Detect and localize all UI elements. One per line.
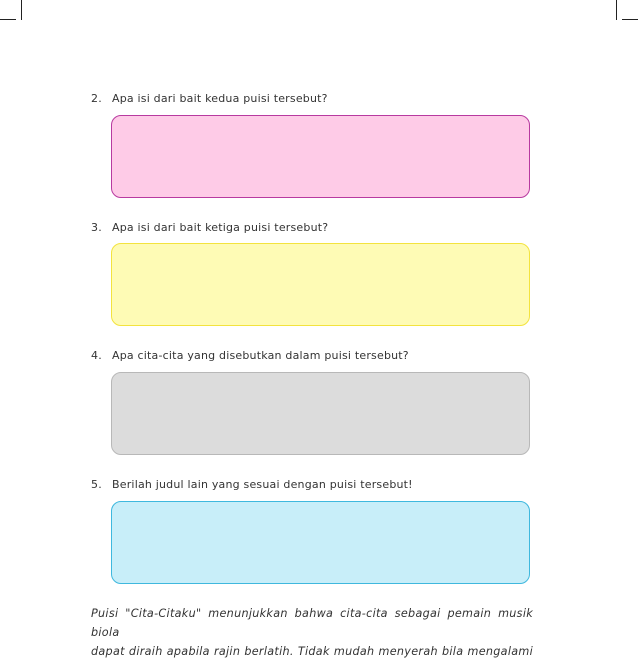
crop-mark-top-left-horizontal [0, 19, 16, 20]
question-text: Apa cita-cita yang disebutkan dalam puisi tersebut? [112, 349, 409, 362]
paragraph-line-2: dapat diraih apabila rajin berlatih. Tidak mudah menyerah bila mengalami [91, 645, 533, 658]
question-number: 2. [91, 92, 102, 105]
question-text: Apa isi dari bait ketiga puisi tersebut? [112, 221, 329, 234]
question-number: 4. [91, 349, 102, 362]
question-4 [91, 349, 409, 362]
crop-mark-top-right-horizontal [622, 19, 638, 20]
crop-mark-top-left-vertical [21, 0, 22, 20]
paragraph-line-1: Puisi "Cita-Citaku" menunjukkan bahwa cita-cita sebagai pemain musik biola [91, 607, 533, 639]
question-2 [91, 92, 328, 105]
crop-mark-top-right-vertical [616, 0, 617, 20]
question-5 [91, 478, 413, 491]
question-text: Berilah judul lain yang sesuai dengan puisi tersebut! [112, 478, 413, 491]
question-text: Apa isi dari bait kedua puisi tersebut? [112, 92, 328, 105]
answer-box-2[interactable] [111, 115, 530, 198]
body-paragraph [91, 604, 533, 661]
answer-box-3[interactable] [111, 243, 530, 326]
answer-box-5[interactable] [111, 501, 530, 584]
question-3 [91, 221, 328, 234]
question-number: 3. [91, 221, 102, 234]
question-number: 5. [91, 478, 102, 491]
answer-box-4[interactable] [111, 372, 530, 455]
